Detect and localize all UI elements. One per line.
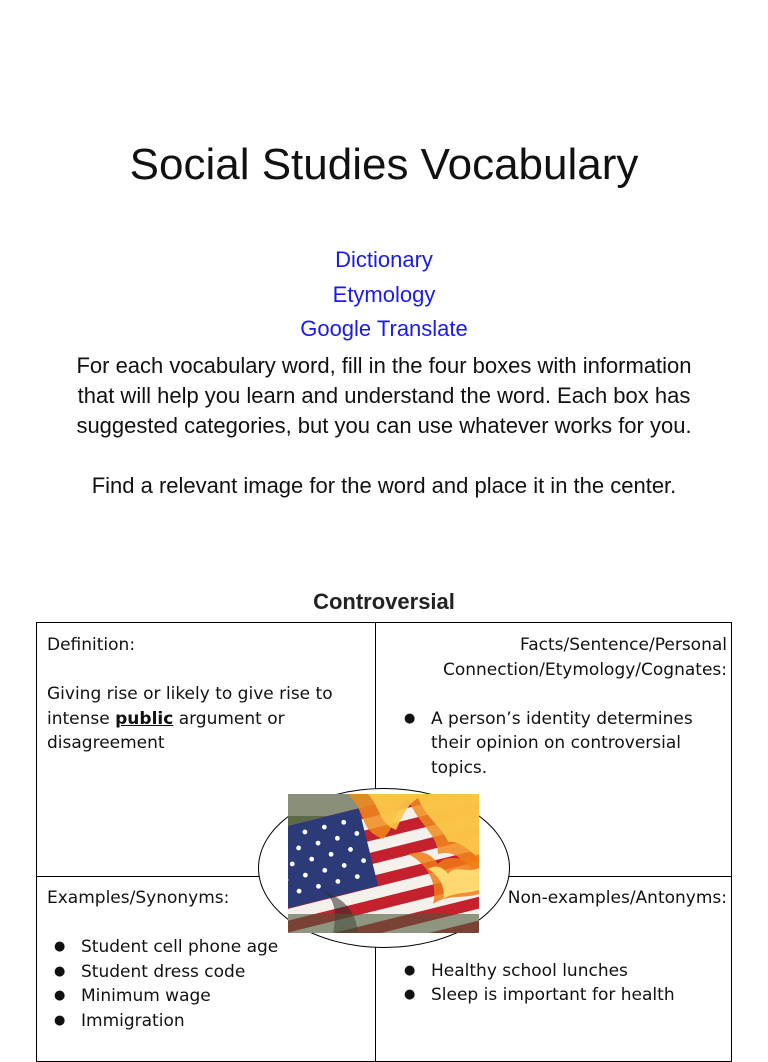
instructions-paragraph: For each vocabulary word, fill in the four boxes with information that will help you learn and understand the word. Each box has suggested categories, but you can use whatever works for you.: [60, 351, 708, 441]
definition-text-part: argument or disagreement: [47, 709, 285, 754]
non-examples-list: [397, 959, 727, 1008]
non-examples-heading: Non-examples/Antonyms:: [397, 886, 727, 911]
reference-links: [0, 243, 768, 347]
google-translate-link[interactable]: Google Translate: [0, 312, 768, 347]
facts-list: [397, 707, 727, 781]
definition-emphasis: public: [115, 709, 173, 729]
list-item: ● Healthy school lunches: [397, 959, 727, 984]
list-item: ● Minimum wage: [47, 984, 367, 1009]
vocabulary-word: Controversial: [0, 587, 768, 617]
examples-list: [47, 935, 367, 1033]
list-item: ● Student dress code: [47, 960, 367, 985]
list-item: ● Student cell phone age: [47, 935, 367, 960]
facts-heading: Facts/Sentence/Personal Connection/Etymology/Cognates:: [397, 633, 727, 682]
definition-box: [47, 633, 347, 756]
dictionary-link[interactable]: Dictionary: [0, 243, 768, 278]
page-title: Social Studies Vocabulary: [0, 138, 768, 192]
instructions-paragraph: Find a relevant image for the word and place it in the center.: [60, 471, 708, 501]
list-item: ● Sleep is important for health: [397, 983, 727, 1008]
definition-text: [47, 682, 347, 756]
definition-text-part: Giving rise or likely to give rise to intense: [47, 684, 333, 729]
list-item: ● Immigration: [47, 1009, 367, 1034]
etymology-link[interactable]: Etymology: [0, 278, 768, 313]
burning-american-flag-image: [288, 794, 479, 933]
facts-box: [397, 633, 727, 780]
instructions: [60, 351, 708, 501]
definition-heading: Definition:: [47, 633, 347, 658]
list-item: ● A person’s identity determines their opinion on controversial topics.: [397, 707, 727, 781]
examples-heading: Examples/Synonyms:: [47, 886, 367, 911]
